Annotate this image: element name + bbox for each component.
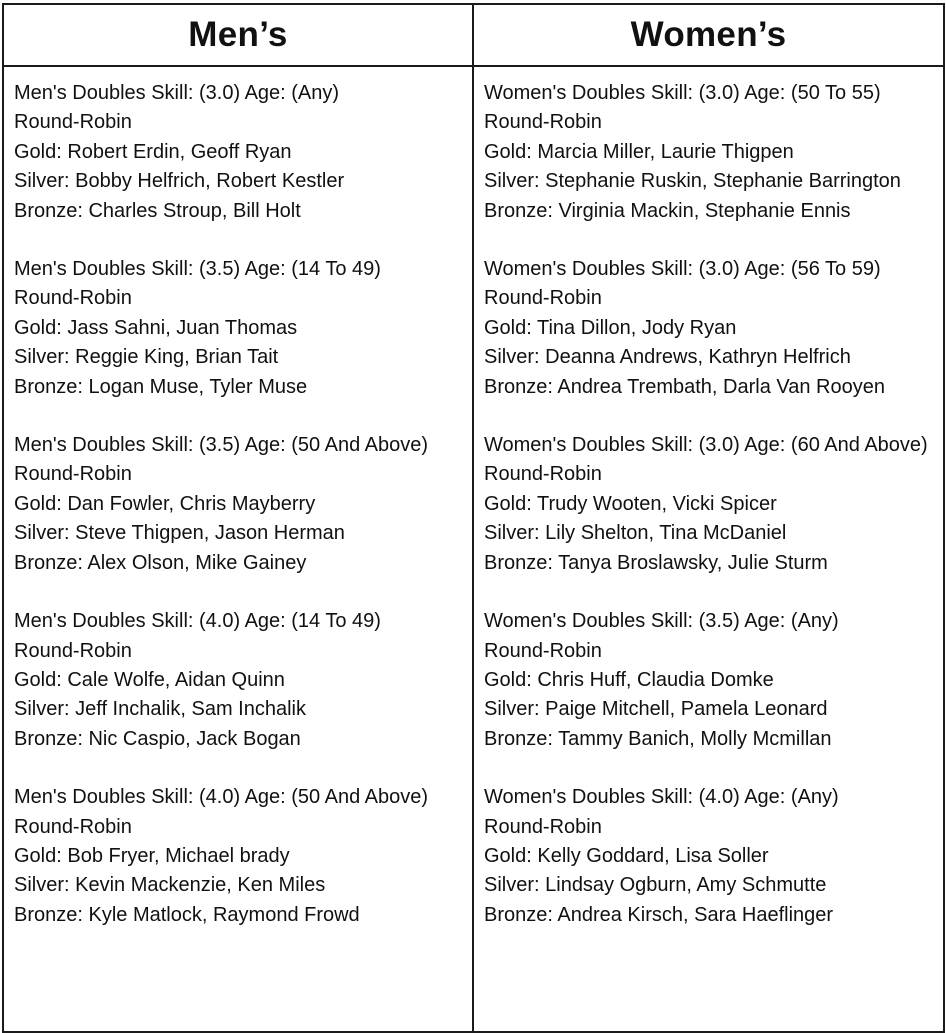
womens-column-header: Women’s: [473, 4, 944, 66]
bronze-medalists: Bronze: Virginia Mackin, Stephanie Ennis: [484, 199, 851, 222]
results-table: [2, 3, 945, 1033]
gold-medalists: Gold: Bob Fryer, Michael brady: [14, 844, 290, 867]
event-entry: [14, 79, 462, 226]
gold-medalists: Gold: Marcia Miller, Laurie Thigpen: [484, 140, 794, 163]
gold-medalists: Gold: Dan Fowler, Chris Mayberry: [14, 492, 316, 515]
gold-medalists: Gold: Kelly Goddard, Lisa Soller: [484, 844, 769, 867]
event-entry: [484, 79, 933, 226]
event-format: Round-Robin: [14, 463, 132, 486]
event-title: Women's Doubles Skill: (3.0) Age: (56 To 59): [484, 258, 881, 281]
event-title: Men's Doubles Skill: (3.0) Age: (Any): [14, 82, 340, 104]
event-title: Men's Doubles Skill: (4.0) Age: (14 To 49): [14, 610, 381, 633]
silver-medalists: Silver: Lindsay Ogburn, Amy Schmutte: [484, 874, 827, 897]
bronze-medalists: Bronze: Charles Stroup, Bill Holt: [14, 199, 301, 222]
gold-medalists: Gold: Jass Sahni, Juan Thomas: [14, 316, 298, 339]
event-format: Round-Robin: [484, 111, 602, 134]
event-title: Men's Doubles Skill: (3.5) Age: (14 To 49): [14, 258, 381, 281]
gold-medalists: Gold: Tina Dillon, Jody Ryan: [484, 316, 737, 339]
bronze-medalists: Bronze: Kyle Matlock, Raymond Frowd: [14, 903, 360, 926]
bronze-medalists: Bronze: Nic Caspio, Jack Bogan: [14, 727, 301, 750]
bronze-medalists: Bronze: Tammy Banich, Molly Mcmillan: [484, 727, 832, 750]
event-format: Round-Robin: [14, 815, 132, 838]
silver-medalists: Silver: Stephanie Ruskin, Stephanie Barrington: [484, 170, 901, 193]
silver-medalists: Silver: Paige Mitchell, Pamela Leonard: [484, 698, 828, 721]
event-format: Round-Robin: [484, 815, 602, 838]
event-entry: [14, 255, 462, 402]
silver-medalists: Silver: Bobby Helfrich, Robert Kestler: [14, 170, 345, 193]
silver-medalists: Silver: Lily Shelton, Tina McDaniel: [484, 522, 787, 545]
event-entry: [14, 607, 462, 754]
event-entry: [14, 431, 462, 578]
event-entry: [484, 255, 933, 402]
womens-results-cell: [473, 66, 944, 1032]
silver-medalists: Silver: Reggie King, Brian Tait: [14, 346, 279, 369]
event-format: Round-Robin: [14, 287, 132, 310]
silver-medalists: Silver: Kevin Mackenzie, Ken Miles: [14, 874, 326, 897]
event-format: Round-Robin: [14, 639, 132, 662]
event-title: Men's Doubles Skill: (3.5) Age: (50 And Above): [14, 434, 429, 457]
bronze-medalists: Bronze: Andrea Trembath, Darla Van Rooyen: [484, 375, 885, 398]
event-entry: [484, 607, 933, 754]
gold-medalists: Gold: Trudy Wooten, Vicki Spicer: [484, 492, 777, 515]
mens-results-cell: [3, 66, 473, 1032]
mens-column-header: Men’s: [3, 4, 473, 66]
event-entry: [484, 783, 933, 930]
event-format: Round-Robin: [14, 111, 132, 134]
header-row: [3, 4, 944, 66]
event-format: Round-Robin: [484, 287, 602, 310]
event-title: Women's Doubles Skill: (3.0) Age: (50 To 55): [484, 82, 881, 104]
event-title: Women's Doubles Skill: (3.5) Age: (Any): [484, 610, 839, 633]
gold-medalists: Gold: Robert Erdin, Geoff Ryan: [14, 140, 292, 163]
event-title: Women's Doubles Skill: (3.0) Age: (60 And Above): [484, 434, 928, 457]
event-format: Round-Robin: [484, 639, 602, 662]
event-title: Men's Doubles Skill: (4.0) Age: (50 And Above): [14, 786, 429, 809]
gold-medalists: Gold: Cale Wolfe, Aidan Quinn: [14, 668, 285, 691]
silver-medalists: Silver: Jeff Inchalik, Sam Inchalik: [14, 698, 306, 721]
silver-medalists: Silver: Steve Thigpen, Jason Herman: [14, 522, 345, 545]
bronze-medalists: Bronze: Alex Olson, Mike Gainey: [14, 551, 307, 574]
bronze-medalists: Bronze: Andrea Kirsch, Sara Haeflinger: [484, 903, 834, 926]
event-entry: [14, 783, 462, 930]
gold-medalists: Gold: Chris Huff, Claudia Domke: [484, 668, 774, 691]
silver-medalists: Silver: Deanna Andrews, Kathryn Helfrich: [484, 346, 851, 369]
event-format: Round-Robin: [484, 463, 602, 486]
results-row: [3, 66, 944, 1032]
bronze-medalists: Bronze: Tanya Broslawsky, Julie Sturm: [484, 551, 828, 574]
bronze-medalists: Bronze: Logan Muse, Tyler Muse: [14, 375, 308, 398]
event-entry: [484, 431, 933, 578]
event-title: Women's Doubles Skill: (4.0) Age: (Any): [484, 786, 839, 809]
